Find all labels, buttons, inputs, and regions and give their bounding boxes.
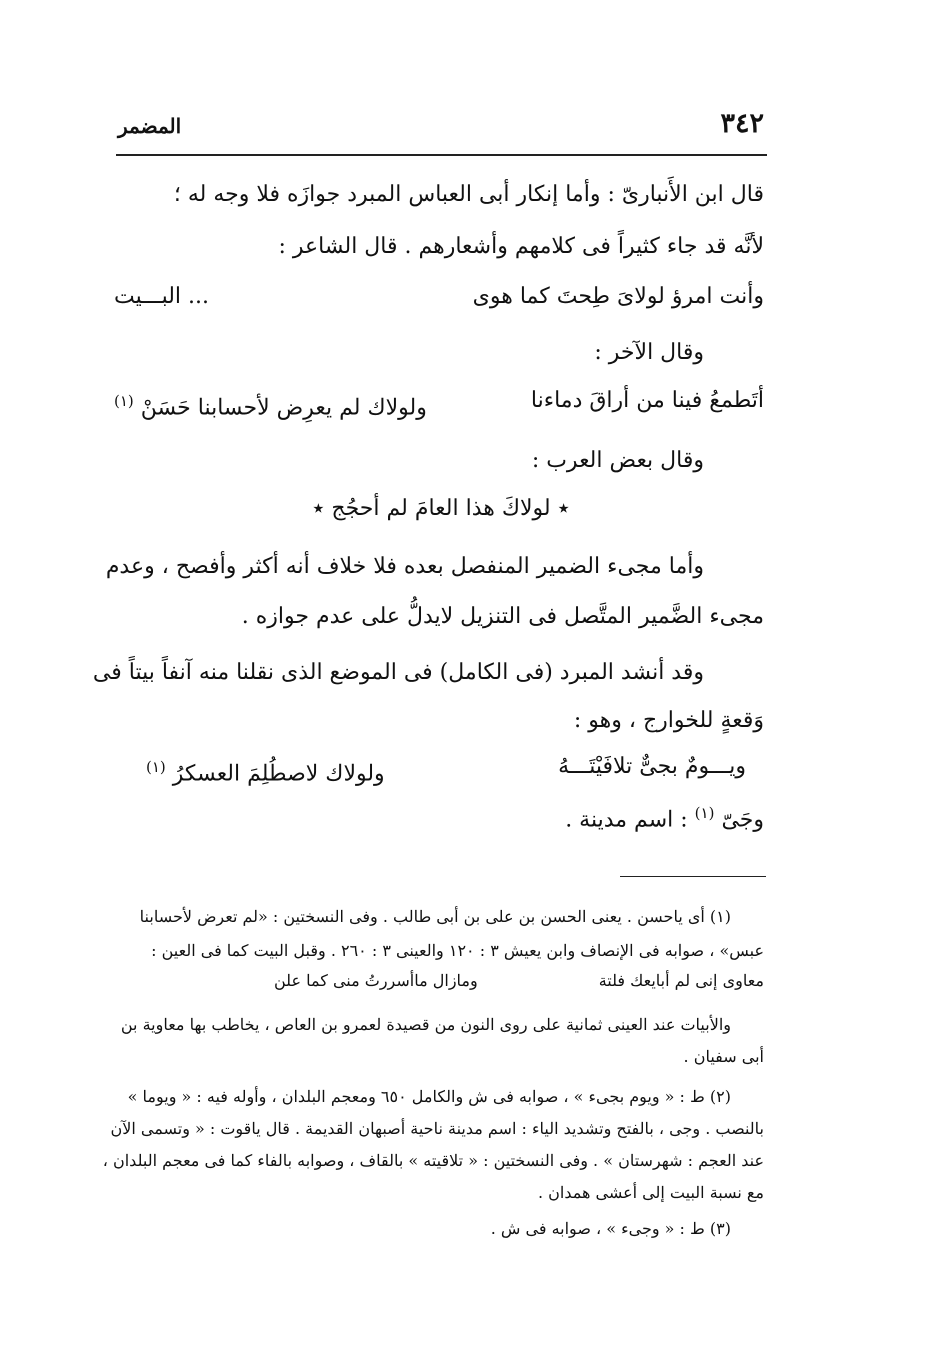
verse-hemistich: ... البـــيت (114, 284, 210, 309)
footnote-marker: (١) (694, 804, 715, 822)
body-text-line: وقد أنشد المبرد (فى الكامل) فى الموضع الذى نقلنا منه آنفاً بيتاً فى (92, 660, 704, 685)
body-text-line: قال ابن الأَنبارىّ : وأما إنكار أبى العباس المبرد جوازَه فلا وجه له ؛ (173, 182, 764, 207)
verse-hemistich: ومازال ماأسررتُ منى كما علن (274, 971, 478, 990)
header-rule (116, 154, 767, 156)
verse-hemistich: ويـــومٌ بجىٌّ تلافَيْتَـــهُ (558, 754, 746, 779)
body-text-line: وأما مجىء الضمير المنفصل بعده فلا خلاف أنه أكثر وأفصح ، وعدم (105, 554, 704, 579)
verse-hemistich: معاوى إنى لم أبايعك فلتة (598, 971, 764, 990)
footnote-marker: (١) (146, 758, 166, 776)
body-text-line: وَقعةٍ للخوارج ، وهو : (573, 708, 764, 733)
verse-hemistich (114, 386, 427, 423)
verse-text: ولولاك لم يعرِض لأحسابنا حَسَنْ (140, 395, 427, 421)
quoted-line: ٭ لولاكَ هذا العامَ لم أحجُج ٭ (312, 496, 570, 521)
verse-text: ولولاك لاصطُلِمَ العسكرُ (172, 761, 385, 787)
footnote-line: (٣) ط : « وجىء » ، صوابه فى ش . (490, 1219, 731, 1238)
footnote-line: مع نسبة البيت إلى أعشى همدان . (537, 1183, 764, 1202)
gloss-text: : اسم مدينة . (565, 807, 695, 833)
footnote-line: أبى سفيان . (683, 1047, 764, 1066)
footnote-rule (620, 876, 766, 877)
glossed-word: وجَىّ (721, 807, 764, 833)
footnote-line: (٢) ط : « ويوم بجىء » ، صوابه فى ش والكامل ٦٥٠ ومعجم البلدان ، وأوله فيه : « ويوما » (127, 1087, 731, 1106)
footnote-line: عند العجم : شهرستان » . وفى النسختين : « تلاقيته » بالقاف ، وصوابه بالفاء كما فى معجم البلدان ، (102, 1151, 764, 1170)
body-text-line: وقال بعض العرب : (531, 448, 704, 473)
verse-hemistich: أتَطمعُ فينا من أراقَ دماءنا (530, 388, 764, 413)
footnote-line: بالنصب . وجى ، بالفتح وتشديد الياء : اسم مدينة ناحية أصبهان القديمة . قال ياقوت : « وتسمى الآن (110, 1119, 764, 1138)
footnote-line: عبس» ، صوابه فى الإنصاف وابن يعيش ٣ : ١٢٠ والعينى ٣ : ٢٦٠ . وقبل البيت كما فى العين : (151, 941, 764, 960)
body-text-line (114, 798, 764, 835)
footnote-line: (١) أى ياحسن . يعنى الحسن بن على بن أبى طالب . وفى النسختين : «لم تعرض لأحسابنا (139, 907, 731, 926)
verse-hemistich: وأنت امرؤ لولاىَ طِحتَ كما هوى (472, 284, 764, 309)
body-text-line: وقال الآخر : (594, 340, 704, 365)
footnote-marker: (١) (114, 392, 134, 410)
body-text-line: مجىء الضَّمير المتَّصل فى التنزيل لايدلُّ على عدم جوازه . (241, 604, 764, 629)
page-number: ٣٤٢ (720, 108, 764, 139)
running-title: المضمر (118, 114, 182, 138)
body-text-line: لأنَّه قد جاء كثيراً فى كلامهم وأشعارهم . قال الشاعر : (278, 234, 764, 259)
running-head (116, 108, 766, 148)
footnote-line: والأبيات عند العينى ثمانية على روى النون من قصيدة لعمرو بن العاص ، يخاطب بها معاوية بن (120, 1015, 731, 1034)
verse-hemistich (146, 752, 385, 789)
